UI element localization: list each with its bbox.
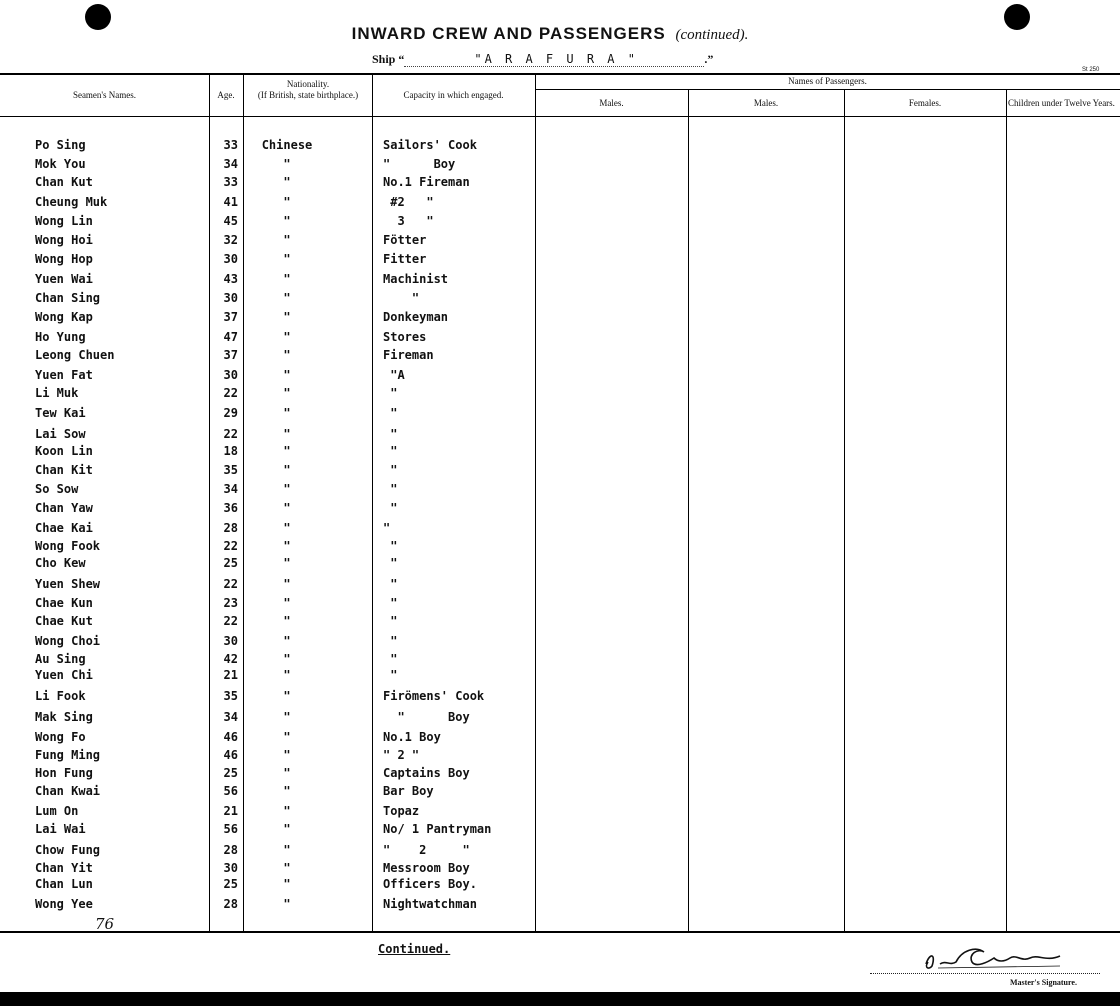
crew-name: Koon Lin bbox=[35, 444, 93, 458]
crew-nationality: " bbox=[283, 444, 291, 458]
crew-nationality: " bbox=[283, 501, 291, 515]
crew-capacity: " bbox=[383, 482, 398, 496]
crew-capacity: " bbox=[383, 556, 398, 570]
crew-name: So Sow bbox=[35, 482, 79, 496]
crew-age: 34 bbox=[223, 482, 238, 496]
crew-capacity: " bbox=[383, 652, 398, 666]
crew-capacity: " bbox=[383, 521, 391, 535]
title-main: INWARD CREW AND PASSENGERS bbox=[351, 24, 666, 43]
signature-label: Master's Signature. bbox=[1010, 978, 1077, 987]
crew-age: 35 bbox=[223, 689, 238, 703]
crew-age: 22 bbox=[223, 386, 238, 400]
crew-age: 34 bbox=[223, 710, 238, 724]
crew-age: 45 bbox=[223, 214, 238, 228]
crew-nationality: " bbox=[283, 330, 291, 344]
header-nationality bbox=[246, 79, 370, 101]
crew-age: 30 bbox=[223, 291, 238, 305]
crew-nationality: " bbox=[283, 861, 291, 875]
crew-age: 46 bbox=[223, 730, 238, 744]
crew-name: Chae Kun bbox=[35, 596, 93, 610]
crew-nationality: " bbox=[283, 822, 291, 836]
crew-name: Wong Fo bbox=[35, 730, 86, 744]
crew-capacity: Machinist bbox=[383, 272, 449, 286]
crew-name: Chan Yaw bbox=[35, 501, 93, 515]
crew-nationality: " bbox=[283, 556, 291, 570]
crew-name: Cho Kew bbox=[35, 556, 86, 570]
crew-age: 30 bbox=[223, 634, 238, 648]
crew-nationality: " bbox=[283, 652, 291, 666]
crew-capacity: " bbox=[383, 634, 398, 648]
crew-age: 46 bbox=[223, 748, 238, 762]
continued-note: Continued. bbox=[378, 942, 451, 956]
tally-mark: 76 bbox=[95, 915, 115, 933]
crew-nationality: " bbox=[283, 406, 291, 420]
crew-age: 18 bbox=[223, 444, 238, 458]
crew-name: Cheung Muk bbox=[35, 195, 108, 209]
crew-nationality: " bbox=[283, 843, 291, 857]
header-capacity: Capacity in which engaged. bbox=[403, 90, 504, 100]
crew-name: Tew Kai bbox=[35, 406, 86, 420]
header-children: Children under Twelve Years. bbox=[1008, 98, 1115, 108]
crew-nationality: " bbox=[283, 368, 291, 382]
crew-name: Chan Lun bbox=[35, 877, 93, 891]
col-divider-capacity bbox=[372, 75, 373, 931]
crew-nationality: " bbox=[283, 730, 291, 744]
crew-capacity: " bbox=[383, 668, 398, 682]
col-divider-children bbox=[1006, 89, 1007, 931]
crew-capacity: " bbox=[383, 463, 398, 477]
crew-name: Li Fook bbox=[35, 689, 86, 703]
crew-nationality: " bbox=[283, 427, 291, 441]
crew-name: Wong Choi bbox=[35, 634, 101, 648]
crew-capacity: Officers Boy. bbox=[383, 877, 477, 891]
crew-age: 30 bbox=[223, 252, 238, 266]
crew-name: Fung Ming bbox=[35, 748, 101, 762]
crew-name: Wong Lin bbox=[35, 214, 93, 228]
crew-nationality: " bbox=[283, 784, 291, 798]
crew-name: Chow Fung bbox=[35, 843, 101, 857]
header-nationality-label: Nationality. bbox=[286, 79, 330, 89]
crew-nationality: " bbox=[283, 539, 291, 553]
ship-close: .” bbox=[704, 52, 714, 66]
crew-name: Lai Sow bbox=[35, 427, 86, 441]
crew-nationality: " bbox=[283, 766, 291, 780]
header-nationality-note: (If British, state birthplace.) bbox=[257, 90, 359, 100]
crew-name: Mok You bbox=[35, 157, 86, 171]
crew-capacity: Captains Boy bbox=[383, 766, 470, 780]
header-bottom-rule bbox=[0, 116, 1120, 117]
crew-age: 25 bbox=[223, 556, 238, 570]
crew-capacity: No.1 Boy bbox=[383, 730, 441, 744]
crew-capacity: #2 " bbox=[383, 195, 434, 209]
crew-nationality: " bbox=[283, 482, 291, 496]
crew-name: Hon Fung bbox=[35, 766, 93, 780]
crew-age: 25 bbox=[223, 877, 238, 891]
header-females: Females. bbox=[908, 98, 942, 108]
crew-capacity: No.1 Fireman bbox=[383, 175, 470, 189]
crew-capacity: " Boy bbox=[383, 157, 456, 171]
header-age: Age. bbox=[217, 90, 235, 100]
crew-nationality: " bbox=[283, 195, 291, 209]
crew-nationality: " bbox=[283, 668, 291, 682]
crew-name: Wong Hop bbox=[35, 252, 93, 266]
crew-age: 30 bbox=[223, 368, 238, 382]
crew-age: 37 bbox=[223, 348, 238, 362]
crew-age: 56 bbox=[223, 784, 238, 798]
crew-capacity: " bbox=[383, 539, 398, 553]
crew-age: 22 bbox=[223, 577, 238, 591]
crew-age: 29 bbox=[223, 406, 238, 420]
crew-age: 28 bbox=[223, 843, 238, 857]
crew-name: Chan Kit bbox=[35, 463, 93, 477]
form-number: St 250 bbox=[1082, 67, 1100, 73]
crew-age: 33 bbox=[223, 138, 238, 152]
crew-age: 21 bbox=[223, 804, 238, 818]
col-divider-females bbox=[844, 89, 845, 931]
crew-capacity: " 2 " bbox=[383, 748, 420, 762]
title-suffix: (continued). bbox=[675, 27, 749, 43]
crew-capacity: 3 " bbox=[383, 214, 434, 228]
crew-name: Leong Chuen bbox=[35, 348, 115, 362]
crew-nationality: " bbox=[283, 689, 291, 703]
crew-nationality: " bbox=[283, 310, 291, 324]
crew-name: Chan Sing bbox=[35, 291, 101, 305]
crew-nationality: " bbox=[283, 614, 291, 628]
crew-name: Yuen Chi bbox=[35, 668, 93, 682]
crew-name: Lum On bbox=[35, 804, 79, 818]
crew-age: 43 bbox=[223, 272, 238, 286]
crew-name: Mak Sing bbox=[35, 710, 93, 724]
crew-capacity: " bbox=[383, 427, 398, 441]
crew-capacity: " bbox=[383, 386, 398, 400]
crew-nationality: " bbox=[283, 577, 291, 591]
crew-name: Chan Yit bbox=[35, 861, 93, 875]
header-passengers: Names of Passengers. bbox=[788, 76, 867, 86]
crew-name: Yuen Wai bbox=[35, 272, 93, 286]
col-divider-nationality bbox=[243, 75, 244, 931]
crew-nationality: Chinese bbox=[261, 138, 313, 152]
table-top-rule bbox=[0, 73, 1120, 75]
crew-age: 35 bbox=[223, 463, 238, 477]
crew-nationality: " bbox=[283, 710, 291, 724]
crew-capacity: Firömens' Cook bbox=[383, 689, 485, 703]
crew-capacity: " 2 " bbox=[383, 843, 470, 857]
crew-age: 41 bbox=[223, 195, 238, 209]
crew-capacity: Sailors' Cook bbox=[383, 138, 477, 152]
header-seamen-names: Seamen's Names. bbox=[72, 90, 137, 100]
crew-capacity: Fireman bbox=[383, 348, 434, 362]
crew-age: 22 bbox=[223, 614, 238, 628]
crew-capacity: " bbox=[383, 501, 398, 515]
crew-capacity: " bbox=[383, 614, 398, 628]
crew-nationality: " bbox=[283, 233, 291, 247]
crew-capacity: Bar Boy bbox=[383, 784, 434, 798]
crew-age: 30 bbox=[223, 861, 238, 875]
crew-nationality: " bbox=[283, 386, 291, 400]
crew-nationality: " bbox=[283, 348, 291, 362]
crew-name: Chae Kai bbox=[35, 521, 93, 535]
crew-capacity: " Boy bbox=[383, 710, 470, 724]
crew-capacity: Messroom Boy bbox=[383, 861, 470, 875]
crew-capacity: No/ 1 Pantryman bbox=[383, 822, 492, 836]
crew-nationality: " bbox=[283, 214, 291, 228]
crew-nationality: " bbox=[283, 291, 291, 305]
ship-line bbox=[372, 52, 713, 67]
crew-name: Wong Kap bbox=[35, 310, 93, 324]
crew-nationality: " bbox=[283, 463, 291, 477]
crew-nationality: " bbox=[283, 748, 291, 762]
scan-edge bbox=[0, 992, 1120, 1006]
crew-capacity: Fötter bbox=[383, 233, 427, 247]
table-bottom-rule bbox=[0, 931, 1120, 933]
crew-age: 42 bbox=[223, 652, 238, 666]
crew-capacity: " bbox=[383, 291, 420, 305]
crew-name: Wong Yee bbox=[35, 897, 93, 911]
crew-capacity: Nightwatchman bbox=[383, 897, 477, 911]
crew-age: 25 bbox=[223, 766, 238, 780]
crew-name: Chae Kut bbox=[35, 614, 93, 628]
crew-age: 33 bbox=[223, 175, 238, 189]
crew-name: Po Sing bbox=[35, 138, 86, 152]
crew-name: Chan Kut bbox=[35, 175, 93, 189]
crew-capacity: Donkeyman bbox=[383, 310, 449, 324]
crew-name: Yuen Fat bbox=[35, 368, 93, 382]
crew-name: Ho Yung bbox=[35, 330, 86, 344]
crew-nationality: " bbox=[283, 175, 291, 189]
crew-age: 36 bbox=[223, 501, 238, 515]
crew-age: 28 bbox=[223, 521, 238, 535]
header-males-1: Males. bbox=[599, 98, 624, 108]
page-title bbox=[0, 24, 1100, 44]
crew-age: 34 bbox=[223, 157, 238, 171]
crew-capacity: " bbox=[383, 577, 398, 591]
crew-name: Li Muk bbox=[35, 386, 79, 400]
crew-name: Yuen Shew bbox=[35, 577, 101, 591]
crew-age: 23 bbox=[223, 596, 238, 610]
crew-nationality: " bbox=[283, 596, 291, 610]
crew-capacity: Fitter bbox=[383, 252, 427, 266]
crew-age: 47 bbox=[223, 330, 238, 344]
crew-age: 56 bbox=[223, 822, 238, 836]
crew-capacity: " bbox=[383, 596, 398, 610]
crew-nationality: " bbox=[283, 157, 291, 171]
crew-nationality: " bbox=[283, 521, 291, 535]
crew-name: Chan Kwai bbox=[35, 784, 101, 798]
master-signature bbox=[920, 940, 1070, 974]
signature-line bbox=[870, 973, 1100, 974]
crew-nationality: " bbox=[283, 252, 291, 266]
passenger-header-rule bbox=[535, 89, 1120, 90]
col-divider-passengers bbox=[535, 75, 536, 931]
crew-nationality: " bbox=[283, 634, 291, 648]
crew-name: Wong Hoi bbox=[35, 233, 93, 247]
crew-age: 22 bbox=[223, 427, 238, 441]
crew-capacity: " bbox=[383, 406, 398, 420]
ship-name: "A R A F U R A " bbox=[404, 52, 704, 67]
crew-name: Wong Fook bbox=[35, 539, 101, 553]
crew-name: Au Sing bbox=[35, 652, 86, 666]
crew-nationality: " bbox=[283, 804, 291, 818]
crew-age: 22 bbox=[223, 539, 238, 553]
header-males-2: Males. bbox=[753, 98, 779, 108]
crew-name: Lai Wai bbox=[35, 822, 86, 836]
col-divider-males-2 bbox=[688, 89, 689, 931]
crew-capacity: " bbox=[383, 444, 398, 458]
crew-capacity: Topaz bbox=[383, 804, 420, 818]
crew-nationality: " bbox=[283, 877, 291, 891]
ship-label: Ship “ bbox=[372, 52, 405, 66]
crew-capacity: Stores bbox=[383, 330, 427, 344]
crew-nationality: " bbox=[283, 272, 291, 286]
crew-age: 37 bbox=[223, 310, 238, 324]
crew-age: 21 bbox=[223, 668, 238, 682]
crew-age: 28 bbox=[223, 897, 238, 911]
crew-nationality: " bbox=[283, 897, 291, 911]
crew-capacity: "A bbox=[383, 368, 405, 382]
crew-age: 32 bbox=[223, 233, 238, 247]
